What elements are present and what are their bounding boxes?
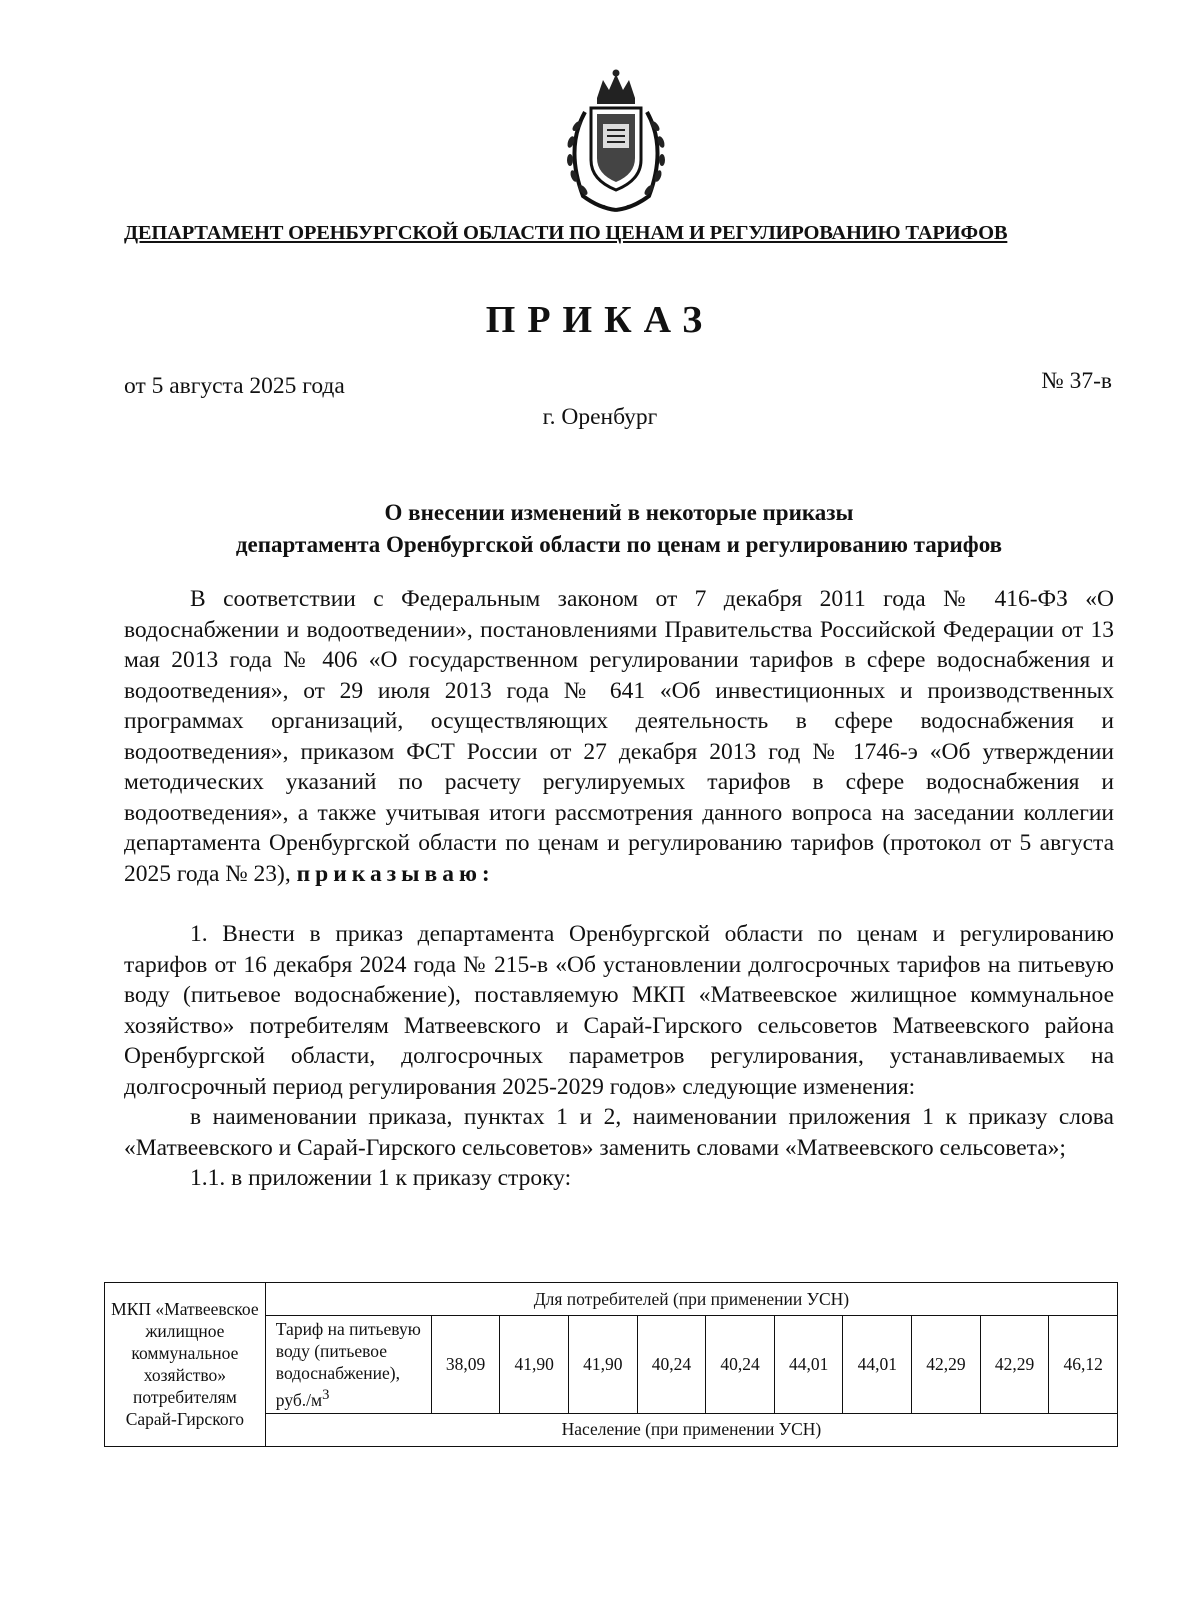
subject-line-2: департамента Оренбургской области по ценам и регулированию тарифов xyxy=(235,532,1003,557)
subject-line-1: О внесении изменений в некоторые приказы xyxy=(384,500,854,525)
order-body xyxy=(124,584,1114,1194)
tariff-value-cell: 42,29 xyxy=(912,1316,981,1414)
tariff-value-cell: 44,01 xyxy=(843,1316,912,1414)
tariff-label-cell xyxy=(265,1316,431,1414)
tariff-value-cell: 40,24 xyxy=(637,1316,706,1414)
tariff-value-cell: 44,01 xyxy=(774,1316,843,1414)
tariff-value-cell: 40,24 xyxy=(706,1316,775,1414)
coat-of-arms-icon xyxy=(555,68,677,218)
usn-consumers-header: Для потребителей (при применении УСН) xyxy=(265,1283,1117,1316)
population-header: Население (при применении УСН) xyxy=(265,1413,1117,1446)
document-title: ПРИКАЗ xyxy=(485,299,715,341)
tariff-table xyxy=(104,1282,1118,1447)
tariff-label: Тариф на питьевую воду (питьевое водоснабжение), руб./м xyxy=(275,1319,421,1410)
tariff-value-cell: 46,12 xyxy=(1049,1316,1118,1414)
order-word: приказываю: xyxy=(296,860,495,887)
tariff-value-cell: 42,29 xyxy=(980,1316,1049,1414)
item-1-1-paragraph: 1.1. в приложении 1 к приказу строку: xyxy=(190,1165,572,1191)
order-date: от 5 августа 2025 года xyxy=(124,373,345,399)
item-1-change-paragraph: в наименовании приказа, пунктах 1 и 2, наименовании приложения 1 к приказу слова «Матвеевского и Сарай-Гирского сельсоветов» заменить словами «Матвеевского сельсовета»; xyxy=(124,1104,1114,1161)
organization-cell: МКП «Матвеевское жилищное коммунальное хозяйство» потребителям Сарай-Гирского xyxy=(105,1283,266,1447)
tariff-value-cell: 38,09 xyxy=(431,1316,500,1414)
department-name: ДЕПАРТАМЕНТ ОРЕНБУРГСКОЙ ОБЛАСТИ ПО ЦЕНАМ И РЕГУЛИРОВАНИЮ ТАРИФОВ xyxy=(124,222,1008,244)
order-city: г. Оренбург xyxy=(542,404,658,430)
order-number: № 37-в xyxy=(1041,368,1112,394)
preamble-paragraph xyxy=(124,584,1114,889)
item-1-paragraph: 1. Внести в приказ департамента Оренбургской области по ценам и регулированию тарифов от 16 декабря 2024 года № 215-в «Об установлении долгосрочных тарифов на питьевую воду (питьевое водоснабжение), поставляемую МКП «Матвеевское жилищное коммунальное хозяйство» потребителям Матвеевского и Сарай-Гирского сельсоветов Матвеевского района Оренбургской области, долгосрочных параметров регулирования, устанавливаемых на долгосрочный период регулирования 2025-2029 годов» следующие изменения: xyxy=(124,921,1114,1100)
table-row xyxy=(105,1283,1118,1316)
preamble-text: В соответствии с Федеральным законом от 7 декабря 2011 года № 416-ФЗ «О водоснабжении и водоотведении», постановлениями Правительства Российской Федерации от 13 мая 2013 года № 406 «О государственном регулировании тарифов в сфере водоснабжения и водоотведения», от 29 июля 2013 года № 641 «Об инвестиционных и производственных программах организаций, осуществляющих деятельность в сфере водоснабжения и водоотведения», приказом ФСТ России от 27 декабря 2013 год № 1746-э «Об утверждении методических указаний по расчету регулируемых тарифов в сфере водоснабжения и водоотведения», а также учитывая итоги рассмотрения данного вопроса на заседании коллегии департамента Оренбургской области по ценам и регулированию тарифов (протокол от 5 августа 2025 года № 23), xyxy=(124,586,1114,887)
tariff-value-cell: 41,90 xyxy=(568,1316,637,1414)
order-subject xyxy=(124,497,1114,561)
tariff-value-cell: 41,90 xyxy=(500,1316,569,1414)
tariff-unit-exponent: 3 xyxy=(322,1387,330,1403)
